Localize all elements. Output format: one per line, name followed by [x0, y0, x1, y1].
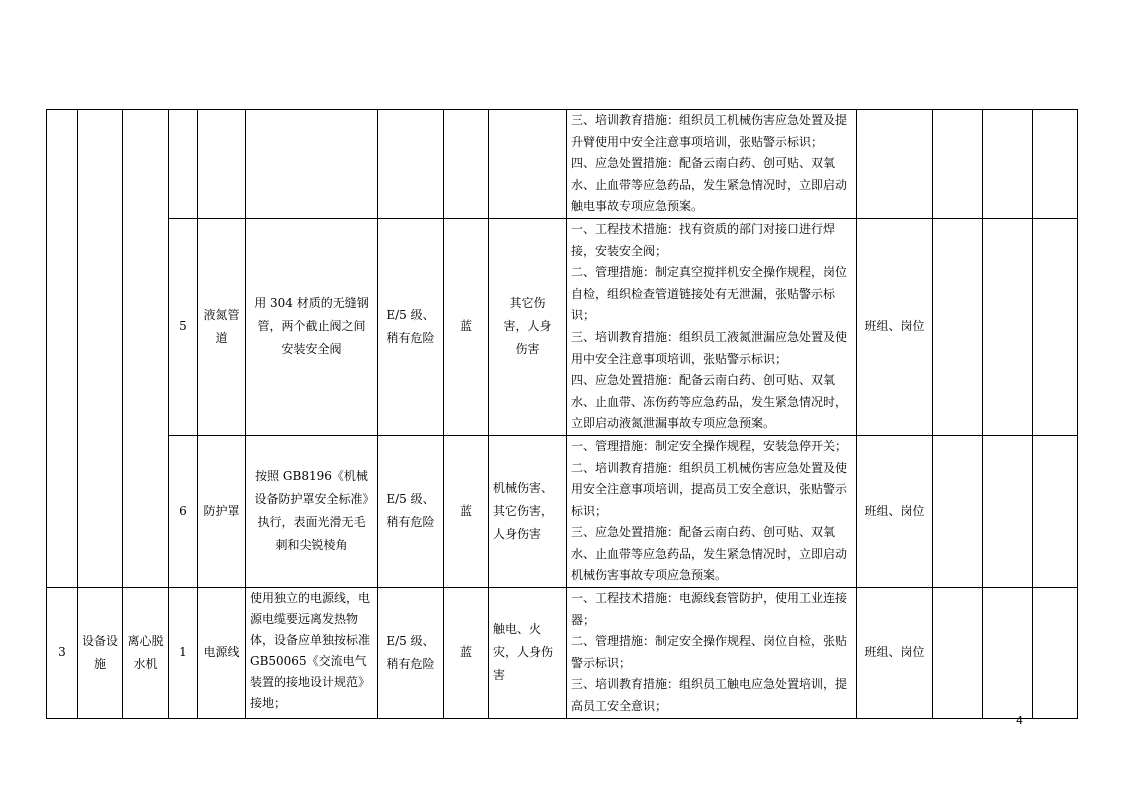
blank-cell [933, 588, 983, 719]
blank-cell [1033, 218, 1078, 435]
hazard-cell: 触电、火灾，人身伤害 [489, 588, 567, 719]
item-cell: 液氮管道 [198, 218, 246, 435]
standard-cell: 用 304 材质的无缝钢管，两个截止阀之间安装安全阀 [246, 218, 378, 435]
table-row [47, 218, 1078, 435]
control-level-cell [857, 110, 933, 219]
control-level-cell: 班组、岗位 [857, 218, 933, 435]
category-cell: 设备设施 [78, 588, 123, 719]
level-cell: E/5 级、稍有危险 [378, 435, 444, 587]
table-row [47, 588, 1078, 719]
control-level-cell: 班组、岗位 [857, 588, 933, 719]
color-cell [444, 110, 489, 219]
blank-cell [1033, 588, 1078, 719]
item-cell [198, 110, 246, 219]
blank-cell [933, 435, 983, 587]
no-cell: 5 [169, 218, 198, 435]
equipment-cell-empty [123, 110, 169, 588]
standard-cell: 按照 GB8196《机械设备防护罩安全标准》执行，表面光滑无毛刺和尖锐棱角 [246, 435, 378, 587]
blank-cell [1033, 435, 1078, 587]
blank-cell [983, 110, 1033, 219]
color-cell: 蓝 [444, 435, 489, 587]
hazard-cell: 其它伤害，人身伤害 [489, 218, 567, 435]
measures-cell: 三、培训教育措施：组织员工机械伤害应急处置及提升臂使用中安全注意事项培训，张贴警示标识； 四、应急处置措施：配备云南白药、创可贴、双氧水、止血带等应急药品，发生紧急情况时，立即启动触电事故专项应急预案。 [567, 110, 857, 219]
blank-cell [1033, 110, 1078, 219]
seq-cell: 3 [47, 588, 78, 719]
blank-cell [983, 218, 1033, 435]
table-row [47, 110, 1078, 219]
category-cell-empty [78, 110, 123, 588]
measures-cell: 一、工程技术措施：电源线套管防护，使用工业连接器； 二、管理措施：制定安全操作规程、岗位自检，张贴警示标识； 三、培训教育措施：组织员工触电应急处置培训，提高员工安全意识； [567, 588, 857, 719]
level-cell [378, 110, 444, 219]
seq-cell-empty [47, 110, 78, 588]
no-cell [169, 110, 198, 219]
color-cell: 蓝 [444, 588, 489, 719]
blank-cell [983, 435, 1033, 587]
standard-cell [246, 110, 378, 219]
blank-cell [933, 218, 983, 435]
color-cell: 蓝 [444, 218, 489, 435]
table-row [47, 435, 1078, 587]
level-cell: E/5 级、稍有危险 [378, 218, 444, 435]
hazard-cell: 机械伤害、其它伤害，人身伤害 [489, 435, 567, 587]
measures-cell: 一、管理措施：制定安全操作规程，安装急停开关； 二、培训教育措施：组织员工机械伤害应急处置及使用安全注意事项培训，提高员工安全意识，张贴警示标识； 三、应急处置措施：配备云南白药、创可贴、双氧水、止血带等应急药品，发生紧急情况时，立即启动机械伤害事故专项应急预案。 [567, 435, 857, 587]
no-cell: 1 [169, 588, 198, 719]
control-level-cell: 班组、岗位 [857, 435, 933, 587]
level-cell: E/5 级、稍有危险 [378, 588, 444, 719]
standard-cell: 使用独立的电源线，电源电缆要远离发热物体，设备应单独按标准 GB50065《交流电气装置的接地设计规范》接地； [246, 588, 378, 719]
blank-cell [983, 588, 1033, 719]
item-cell: 防护罩 [198, 435, 246, 587]
hazard-cell [489, 110, 567, 219]
measures-cell: 一、工程技术措施：找有资质的部门对接口进行焊接，安装安全阀； 二、管理措施：制定真空搅拌机安全操作规程，岗位自检，组织检查管道链接处有无泄漏，张贴警示标识； 三、培训教育措施：组织员工液氮泄漏应急处置及使用中安全注意事项培训，张贴警示标识； 四、应急处置措施：配备云南白药、创可贴、双氧水、止血带、冻伤药等应急药品，发生紧急情况时，立即启动液氮泄漏事故专项应急预案。 [567, 218, 857, 435]
item-cell: 电源线 [198, 588, 246, 719]
risk-control-table [46, 109, 1078, 719]
blank-cell [933, 110, 983, 219]
no-cell: 6 [169, 435, 198, 587]
page-number: 4 [1016, 714, 1023, 727]
equipment-cell: 离心脱水机 [123, 588, 169, 719]
